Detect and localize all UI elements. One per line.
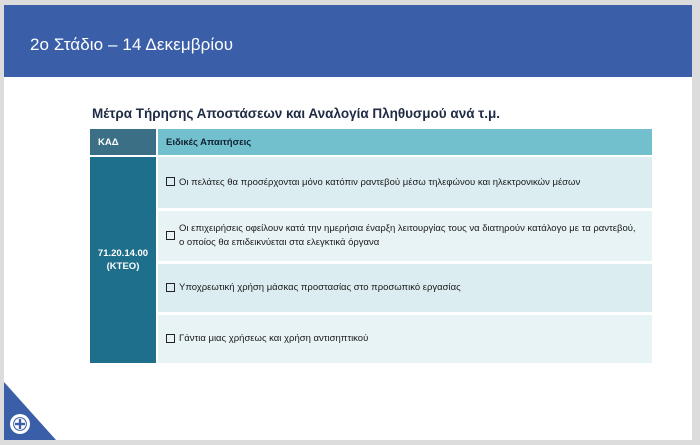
checkbox-icon (166, 283, 175, 292)
header-band (4, 5, 692, 77)
table-header-row (90, 129, 652, 155)
table-body (90, 157, 652, 363)
checkbox-icon (166, 231, 175, 240)
checkbox-icon (166, 177, 175, 186)
requirement-text: Γάντια μιας χρήσεως και χρήση αντισηπτικού (179, 333, 369, 344)
requirement-row (158, 157, 652, 208)
cross-icon (13, 417, 27, 431)
requirement-row (158, 264, 652, 312)
checkbox-icon (166, 334, 175, 343)
requirements-list (158, 157, 652, 363)
section-title: Μέτρα Τήρησης Αποστάσεων και Αναλογία Πληθυσμού ανά τ.μ. (92, 106, 501, 121)
requirement-text: Οι πελάτες θα προσέρχονται μόνο κατόπιν ραντεβού μέσω τηλεφώνου και ηλεκτρονικών μέσων (179, 176, 581, 188)
greek-cross-emblem-icon (10, 414, 30, 434)
slide (4, 5, 692, 440)
requirements-header: Ειδικές Απαιτήσεις (156, 129, 652, 155)
requirement-text: Υποχρεωτική χρήση μάσκας προστασίας στο προσωπικό εργασίας (179, 282, 461, 293)
kad-code: 71.20.14.00 (97, 248, 149, 259)
requirement-row (158, 211, 652, 261)
requirements-table (90, 129, 652, 363)
kad-cell (90, 157, 156, 363)
corner-triangle (4, 382, 56, 440)
requirement-text: Οι επιχειρήσεις οφείλουν κατά την ημερήσια έναρξη λειτουργίας τους να διατηρούν κατάλογο με τα ραντεβού, ο οποίος θα επιδεικνύεται στα ελεγκτικά όργανα (179, 223, 636, 248)
requirement-row (158, 315, 652, 363)
slide-title: 2ο Στάδιο – 14 Δεκεμβρίου (30, 35, 234, 54)
kad-name: (ΚΤΕΟ) (106, 261, 140, 272)
kad-header: ΚΑΔ (90, 129, 156, 155)
